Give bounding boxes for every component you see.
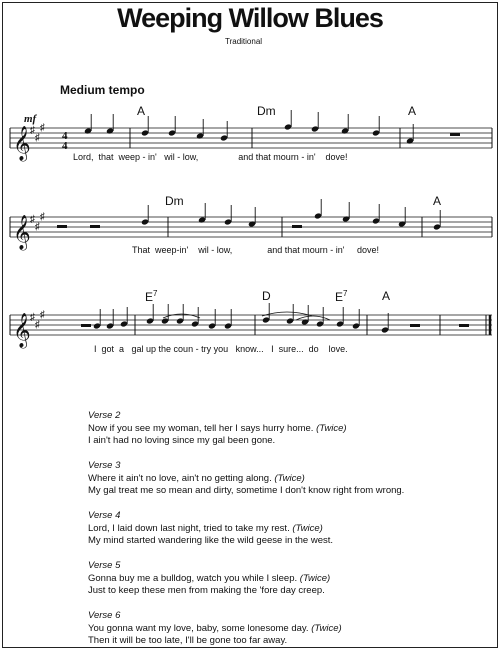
verse-line: Just to keep these men from making the 'fore day creep. — [88, 585, 325, 596]
treble-clef-icon: 𝄞 — [13, 215, 31, 250]
chord-symbol: A — [433, 194, 442, 208]
rest-icon — [450, 133, 460, 136]
chord-symbol: Dm — [165, 194, 184, 208]
verse-label: Verse 5 — [88, 560, 121, 571]
verse-line: My gal treat me so mean and dirty, sometime I don't know right from wrong. — [88, 485, 405, 496]
verse-block — [88, 610, 404, 648]
composer-credit: Traditional — [225, 37, 263, 46]
time-signature-top: 4 — [62, 130, 68, 142]
sharp-icon: ♯ — [40, 309, 45, 321]
verse-line: Where it ain't no love, ain't no getting along. (Twice) — [88, 472, 305, 484]
verse-block — [88, 510, 404, 548]
verse-line: Now if you see my woman, tell her I says hurry home. (Twice) — [88, 422, 347, 434]
sharp-icon: ♯ — [40, 211, 45, 223]
sharp-icon: ♯ — [30, 312, 35, 323]
verses-section — [88, 410, 404, 660]
rest-icon — [90, 225, 100, 228]
verse-block — [88, 460, 404, 498]
verse-line: I ain't had no loving since my gal been gone. — [88, 435, 276, 446]
verse-label: Verse 2 — [88, 410, 121, 421]
treble-clef-icon: 𝄞 — [13, 313, 31, 348]
verse-label: Verse 4 — [88, 510, 121, 521]
lyrics-line: I got a gal up the coun - try you know... I sure... do love. — [94, 344, 348, 354]
treble-clef-icon: 𝄞 — [13, 126, 31, 161]
chord-symbol: Dm — [257, 104, 276, 118]
rest-icon — [57, 225, 67, 228]
rest-icon — [81, 324, 91, 327]
verse-line: Lord, I laid down last night, tried to take my rest. (Twice) — [88, 522, 323, 534]
chord-symbol: D — [262, 289, 271, 303]
chord-symbol: $E^7$ — [335, 289, 348, 304]
lyrics-line: That weep-in' wil - low, and that mourn - in' dove! — [132, 245, 380, 255]
time-signature-bottom: 4 — [62, 140, 68, 152]
chord-symbol: $E^7$ — [145, 289, 158, 304]
dynamic-marking: mf — [24, 113, 37, 125]
verse-line: You gonna want my love, baby, some lonesome day. (Twice) — [88, 622, 342, 634]
slur — [296, 316, 330, 320]
sharp-icon: ♯ — [35, 221, 40, 233]
tempo-marking: Medium tempo — [60, 83, 145, 97]
chord-symbol: A — [382, 289, 391, 303]
rest-icon — [410, 324, 420, 327]
sharp-icon: ♯ — [30, 214, 35, 225]
verse-line: Then it will be too late, I'll be gone too far away. — [88, 635, 288, 646]
verse-line: My mind started wandering like the wild geese in the west. — [88, 535, 334, 546]
verse-block — [88, 560, 404, 598]
verse-label: Verse 3 — [88, 460, 121, 471]
verse-block — [88, 410, 404, 448]
verse-label: Verse 6 — [88, 610, 121, 621]
verse-line: Gonna buy me a bulldog, watch you while I sleep. (Twice) — [88, 572, 331, 584]
song-title: Weeping Willow Blues — [117, 3, 383, 33]
rest-icon — [292, 225, 302, 228]
sharp-icon: ♯ — [40, 122, 45, 134]
sharp-icon: ♯ — [35, 319, 40, 331]
sharp-icon: ♯ — [30, 125, 35, 136]
sharp-icon: ♯ — [35, 132, 40, 144]
lyrics-line: Lord, that weep - in' wil - low, and that mourn - in' dove! — [73, 152, 348, 162]
chord-symbol: A — [137, 104, 146, 118]
rest-icon — [459, 324, 469, 327]
chord-symbol: A — [408, 104, 417, 118]
